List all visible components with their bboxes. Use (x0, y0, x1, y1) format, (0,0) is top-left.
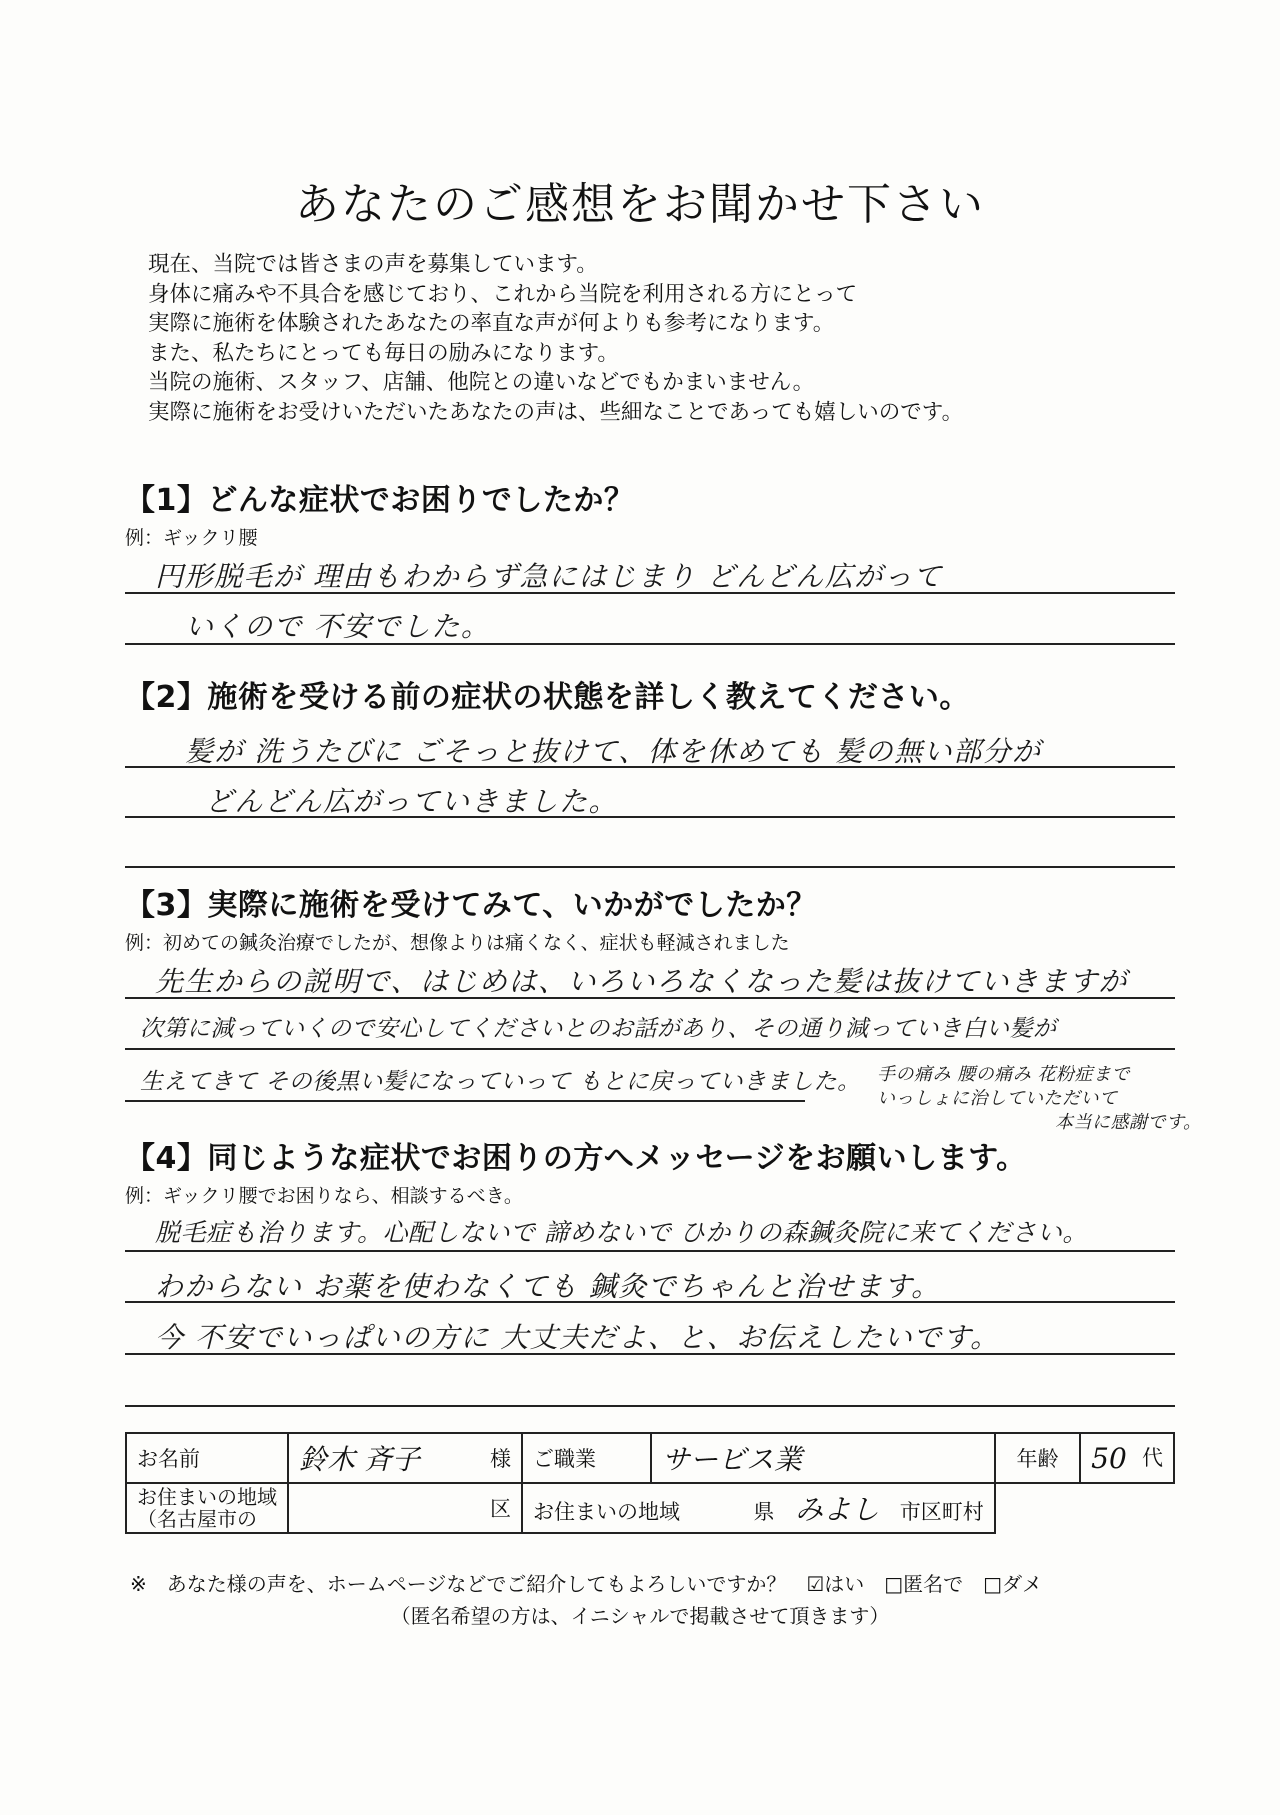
area-label-line: （名古屋市の (137, 1507, 257, 1531)
intro-line: 実際に施術をお受けいただいたあなたの声は、些細なことであっても嬉しいのです。 (148, 399, 964, 425)
personal-info-table (125, 1432, 1175, 1534)
answer-text: 円形脱毛が 理由もわからず急にはじまり どんどん広がって (155, 560, 943, 593)
answer-text: 先生からの説明で、はじめは、いろいろなくなった髪は抜けていきますが (155, 965, 1128, 998)
question-1 (125, 475, 1175, 655)
info-row-1 (126, 1433, 1174, 1483)
consent-question: ※ あなた様の声を、ホームページなどでご紹介してもよろしいですか？ ☑はい □匿名で □ダメ (130, 1572, 1043, 1596)
intro-line: 当院の施術、スタッフ、店舗、他院との違いなどでもかまいません。 (148, 370, 815, 395)
answer-line (125, 1250, 1175, 1252)
sama-label: 様 (480, 1433, 522, 1483)
answer-text: 髪が 洗うたびに ごそっと抜けて、体を休めても 髪の無い部分が (185, 735, 1042, 768)
info-row-2 (126, 1483, 1174, 1533)
question-heading: 【4】同じような症状でお困りの方へメッセージをお願いします。 (125, 1141, 1027, 1176)
area-cell (522, 1483, 995, 1533)
area-label-line: お住まいの地域 (137, 1485, 277, 1509)
question-heading: 【1】どんな症状でお困りでしたか？ (125, 483, 635, 518)
question-heading: 【3】実際に施術を受けてみて、いかがでしたか？ (125, 888, 817, 923)
answer-text: 次第に減っていくので安心してくださいとのお話があり、その通り減っていき白い髪が (140, 1016, 1057, 1042)
page-title: あなたのご感想をお聞かせ下さい (295, 179, 985, 230)
answer-text: わからない お薬を使わなくても 鍼灸でちゃんと治せます。 (155, 1270, 941, 1303)
area-label-nagoya (126, 1483, 288, 1533)
intro-line: 現在、当院では皆さまの声を募集しています。 (148, 252, 598, 277)
consent-note: （匿名希望の方は、イニシャルで掲載させて頂きます） (390, 1604, 890, 1628)
ku-label: 区 (480, 1483, 522, 1533)
name-label: お名前 (126, 1433, 288, 1483)
question-heading: 【2】施術を受ける前の症状の状態を詳しく教えてください。 (125, 680, 970, 715)
empty-cell (995, 1483, 1174, 1533)
answer-text: 今 不安でいっぱいの方に 大丈夫だよ、と、お伝えしたいです。 (155, 1321, 1000, 1354)
answer-line (125, 1048, 1175, 1050)
intro-text (148, 250, 963, 427)
answer-text: どんどん広がっていきました。 (205, 785, 619, 818)
margin-note: いっしょに治していただいて (877, 1088, 1118, 1109)
intro-line: 実際に施術を体験されたあなたの率直な声が何よりも参考になります。 (148, 311, 835, 336)
question-example: 例：ギックリ腰でお困りなら、相談するべき。 (125, 1185, 523, 1207)
question-4 (125, 1133, 1175, 1433)
answer-line (125, 592, 1175, 594)
ken-label: 県 (753, 1500, 775, 1524)
job-value: サービス業 (651, 1433, 995, 1483)
margin-note: 手の痛み 腰の痛み 花粉症まで (877, 1064, 1130, 1085)
area-label: お住まいの地域 (533, 1500, 681, 1524)
ward-value (288, 1483, 480, 1533)
question-example: 例：ギックリ腰 (125, 527, 258, 549)
answer-line (125, 643, 1175, 645)
answer-text: 脱毛症も治ります。心配しないで 諦めないで ひかりの森鍼灸院に来てください。 (155, 1218, 1088, 1247)
job-label: ご職業 (522, 1433, 651, 1483)
age-label: 年齢 (995, 1433, 1080, 1483)
answer-line (125, 766, 1175, 768)
answer-line (125, 1405, 1175, 1407)
answer-line (125, 866, 1175, 868)
answer-line (125, 1353, 1175, 1355)
answer-line (125, 1100, 805, 1102)
intro-line: また、私たちにとっても毎日の励みになります。 (148, 340, 619, 366)
city-unit: 市区町村 (899, 1500, 984, 1524)
question-3 (125, 880, 1202, 1133)
age-cell (1080, 1433, 1174, 1483)
answer-line (125, 997, 1175, 999)
answer-line (125, 816, 1175, 818)
question-example: 例：初めての鍼灸治療でしたが、想像よりは痛くなく、症状も軽減されました (125, 932, 790, 954)
intro-line: 身体に痛みや不具合を感じており、これから当院を利用される方にとって (148, 281, 858, 307)
name-value: 鈴木 斉子 (288, 1433, 480, 1483)
city-value: みよし (795, 1493, 880, 1526)
age-value: 50 (1091, 1441, 1127, 1475)
answer-line (125, 1301, 1175, 1303)
margin-note: 本当に感謝です。 (1055, 1112, 1202, 1133)
answer-text: いくので 不安でした。 (185, 610, 491, 643)
answer-text: 生えてきて その後黒い髪になっていって もとに戻っていきました。 (140, 1069, 861, 1095)
question-2 (125, 672, 1175, 887)
age-unit: 代 (1142, 1445, 1163, 1470)
